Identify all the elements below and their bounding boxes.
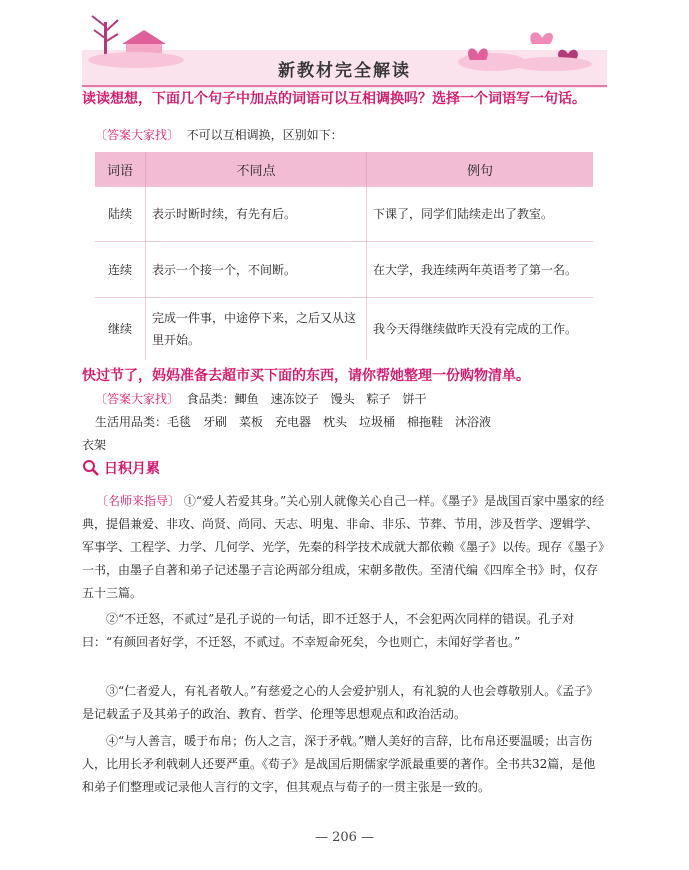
answer-1 (95, 124, 607, 147)
magnifier-icon (82, 459, 100, 477)
note-paragraph-1 (82, 490, 607, 605)
page-header-title: 新教材完全解读 (278, 61, 411, 81)
note-1-text: ①“爱人若爱其身。”关心别人就像关心自己一样。《墨子》是战国百家中墨家的经典，提倡兼爱、非攻、尚贤、尚同、天志、明鬼、非命、非乐、节葬、节用，涉及哲学、逻辑学、军事学、工程学、力学、几何学、光学，先秦的科学技术成就大都依赖《墨子》以传。现存《墨子》一书，由墨子自著和弟子记述墨子言论两部分组成，宋朝多散佚。至清代编《四库全书》时，仅存五十三篇。 (82, 494, 605, 600)
answer-2 (95, 388, 607, 411)
header-word: 词语 (95, 152, 146, 187)
note-paragraph-4: ④“与人善言，暖于布帛；伤人之言，深于矛戟。”赠人美好的言辞，比布帛还要温暖；出言伤人，比用长矛利戟刺人还要严重。《荀子》是战国后期儒家学派最重要的著作。全书共32篇，是他和弟子们整理或记录他人言行的文字，但其观点与荀子的一贯主张是一致的。 (82, 734, 596, 794)
cell-word: 继续 (95, 298, 146, 360)
food-list: 食品类：鲫鱼 速冻饺子 馒头 粽子 饼干 (186, 392, 427, 406)
table-row (95, 187, 593, 242)
cell-difference: 表示时断时续，有先有后。 (146, 187, 367, 242)
table-header-row (95, 152, 593, 187)
question-2-prompt: 快过节了，妈妈准备去超市买下面的东西，请你帮她整理一份购物清单。 (82, 368, 530, 384)
teacher-guide-label: 〔名师来指导〕 (96, 494, 181, 508)
daily-list: 生活用品类：毛毯 牙刷 菜板 充电器 枕头 垃圾桶 棉拖鞋 沐浴液 (95, 415, 492, 429)
daily-list-cont: 衣架 (82, 438, 107, 452)
cell-example: 我今天得继续做昨天没有完成的工作。 (367, 298, 594, 360)
question-1-prompt: 读读想想，下面几个句子中加点的词语可以互相调换吗？选择一个词语写一句话。 (82, 91, 586, 107)
cell-word: 陆续 (95, 187, 146, 242)
table-row (95, 242, 593, 298)
page-number: — 206 — (314, 830, 375, 845)
header-banner (82, 14, 607, 88)
answer-1-text: 不可以互相调换，区别如下： (186, 128, 343, 142)
cell-difference: 完成一件事，中途停下来，之后又从这里开始。 (146, 298, 367, 360)
section-heading (82, 458, 160, 478)
cell-difference: 表示一个接一个，不间断。 (146, 242, 367, 298)
section-title: 日积月累 (104, 461, 160, 477)
cell-example: 在大学，我连续两年英语考了第一名。 (367, 242, 594, 298)
answer-label: 〔答案大家找〕 (95, 128, 180, 142)
cell-example: 下课了，同学们陆续走出了教室。 (367, 187, 594, 242)
header-difference: 不同点 (146, 152, 367, 187)
answer-label: 〔答案大家找〕 (95, 392, 180, 406)
table-row (95, 298, 593, 360)
word-comparison-table (95, 152, 593, 360)
header-example: 例句 (367, 152, 594, 187)
cell-word: 连续 (95, 242, 146, 298)
note-paragraph-2: ②“不迁怒，不贰过”是孔子说的一句话，即不迁怒于人，不会犯两次同样的错误。孔子对曰：“有颜回者好学，不迁怒，不贰过。不幸短命死矣，今也则亡，未闻好学者也。” (82, 612, 575, 649)
note-paragraph-3: ③“仁者爱人，有礼者敬人。”有慈爱之心的人会爱护别人，有礼貌的人也会尊敬别人。《孟子》是记载孟子及其弟子的政治、教育、哲学、伦理等思想观点和政治活动。 (82, 684, 599, 721)
